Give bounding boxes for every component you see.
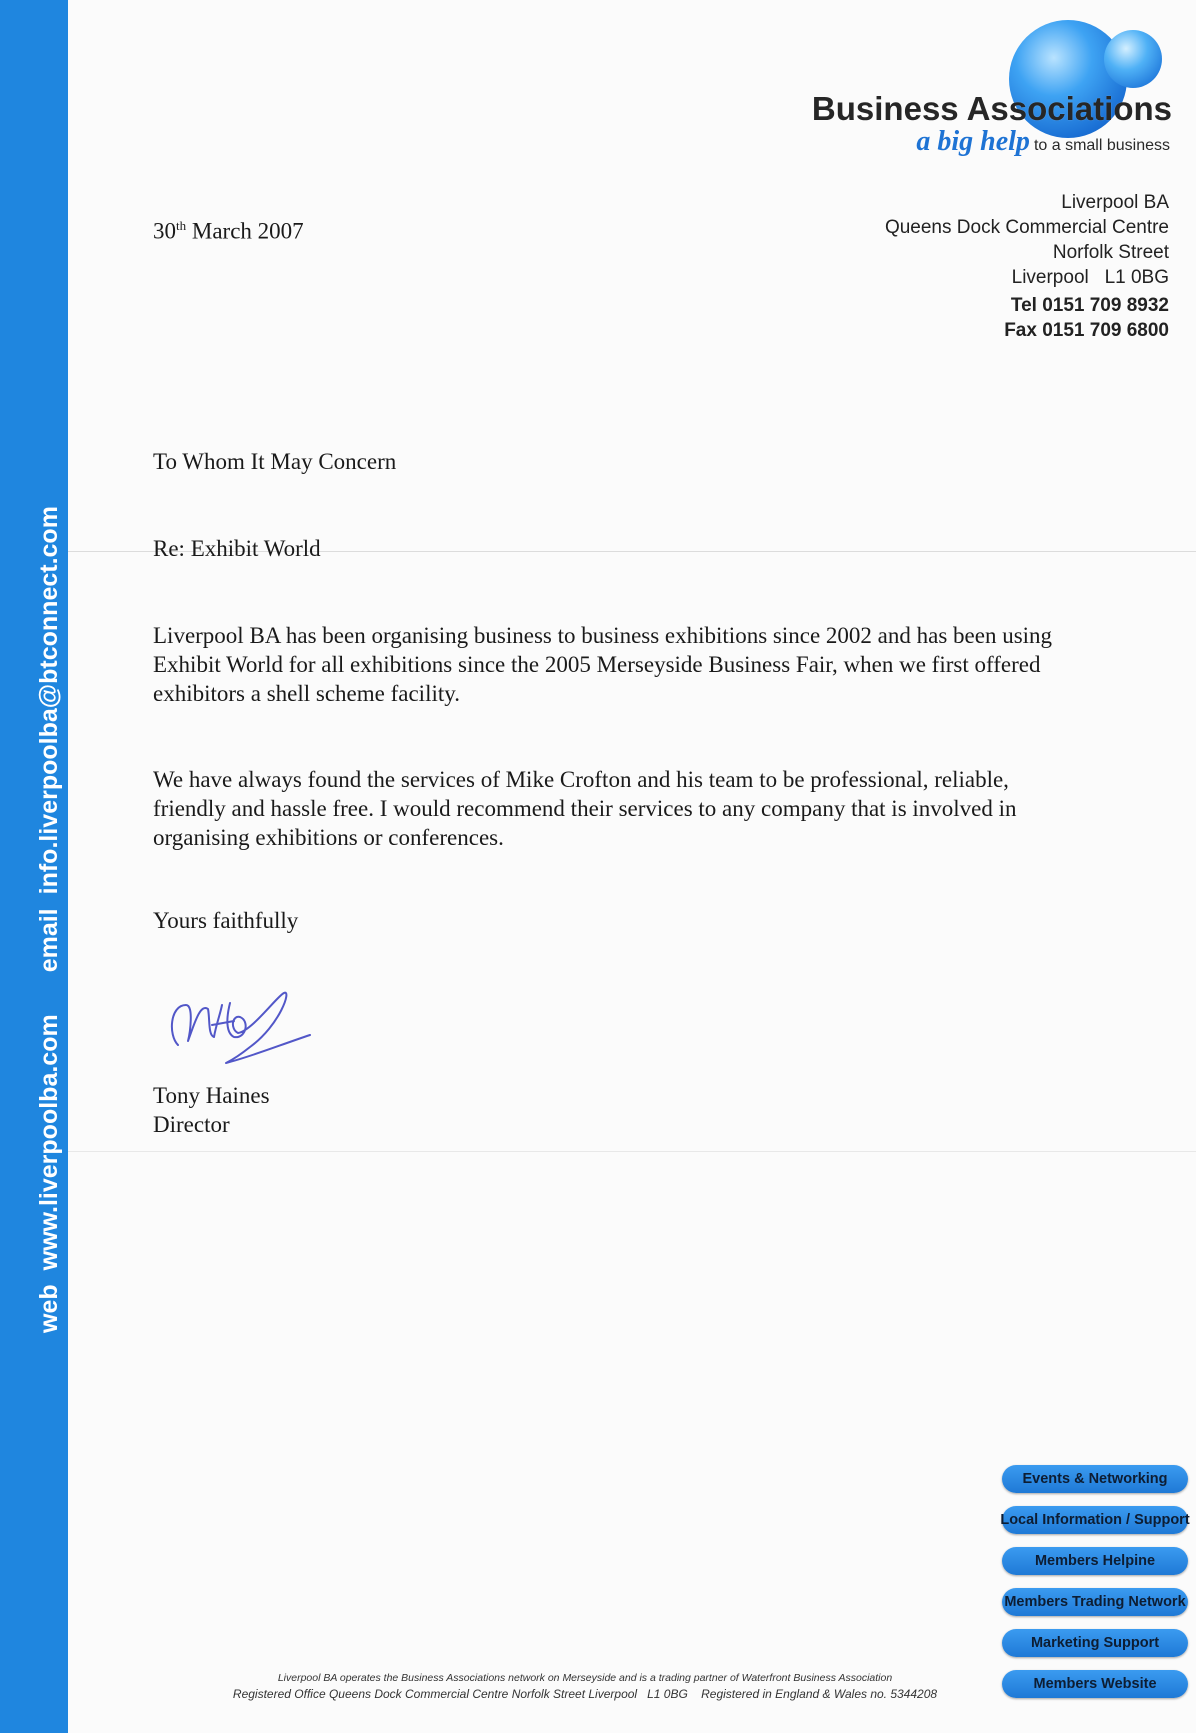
signer-title: Director xyxy=(153,1112,230,1137)
address-line: Norfolk Street xyxy=(1052,242,1169,263)
web-label: web xyxy=(35,1284,63,1333)
service-members-website: Members Website xyxy=(1002,1670,1188,1698)
service-events-networking: Events & Networking xyxy=(1002,1465,1188,1493)
footer xyxy=(220,1670,950,1703)
subject-line: Re: Exhibit World xyxy=(153,536,321,561)
service-local-information: Local Information / Support xyxy=(1002,1506,1188,1534)
services-list xyxy=(1002,1465,1188,1711)
sidebar-band xyxy=(0,0,68,1733)
body-paragraph: We have always found the services of Mike Crofton and his team to be professional, reliable, friendly and hassle free. I would recommend their services to any company that is involved in organising exhibitions or conferences. xyxy=(153,767,1017,850)
salutation: To Whom It May Concern xyxy=(153,449,397,474)
letter-date: 30th March 2007 xyxy=(153,218,304,244)
business-associations-logo xyxy=(752,18,1172,158)
web-address: www.liverpoolba.com xyxy=(35,1014,63,1271)
service-members-trading-network: Members Trading Network xyxy=(1002,1588,1188,1616)
footer-line: Liverpool BA operates the Business Associations network on Merseyside and is a trading partner of Waterfront Business Association xyxy=(277,1672,893,1684)
logo-name: Business Associations xyxy=(811,90,1172,127)
signer-block xyxy=(153,1081,270,1139)
logo-ball-small xyxy=(1104,30,1162,88)
sender-address xyxy=(885,190,1169,343)
footer-line: Registered Office Queens Dock Commercial Centre Norfolk Street Liverpool L1 0BG Registered in England & Wales no. 5344208 xyxy=(232,1687,938,1701)
body-paragraph: Liverpool BA has been organising business to business exhibitions since 2002 and has been using Exhibit World for all exhibitions since the 2005 Merseyside Business Fair, when we first offered exhibitors a shell scheme facility. xyxy=(153,623,1053,706)
handwritten-signature xyxy=(160,975,330,1075)
service-members-helpline: Members Helpine xyxy=(1002,1547,1188,1575)
telephone-number: Tel 0151 709 8932 xyxy=(1010,295,1169,316)
fax-number: Fax 0151 709 6800 xyxy=(1004,320,1169,341)
service-marketing-support: Marketing Support xyxy=(1002,1629,1188,1657)
address-line: Queens Dock Commercial Centre xyxy=(884,217,1169,238)
tagline-emphasis: a big help xyxy=(916,126,1030,157)
email-label: email xyxy=(35,908,63,973)
logo-tagline xyxy=(916,126,1170,158)
closing: Yours faithfully xyxy=(153,908,299,933)
signer-name: Tony Haines xyxy=(153,1083,270,1108)
email-address: info.liverpoolba@btconnect.com xyxy=(35,506,63,895)
address-line: Liverpool L1 0BG xyxy=(1011,267,1169,288)
sidebar-contact-text xyxy=(34,506,64,1333)
tagline-rest: to a small business xyxy=(1033,137,1170,154)
address-line: Liverpool BA xyxy=(1061,192,1169,213)
paper-fold-line xyxy=(68,1151,1196,1152)
